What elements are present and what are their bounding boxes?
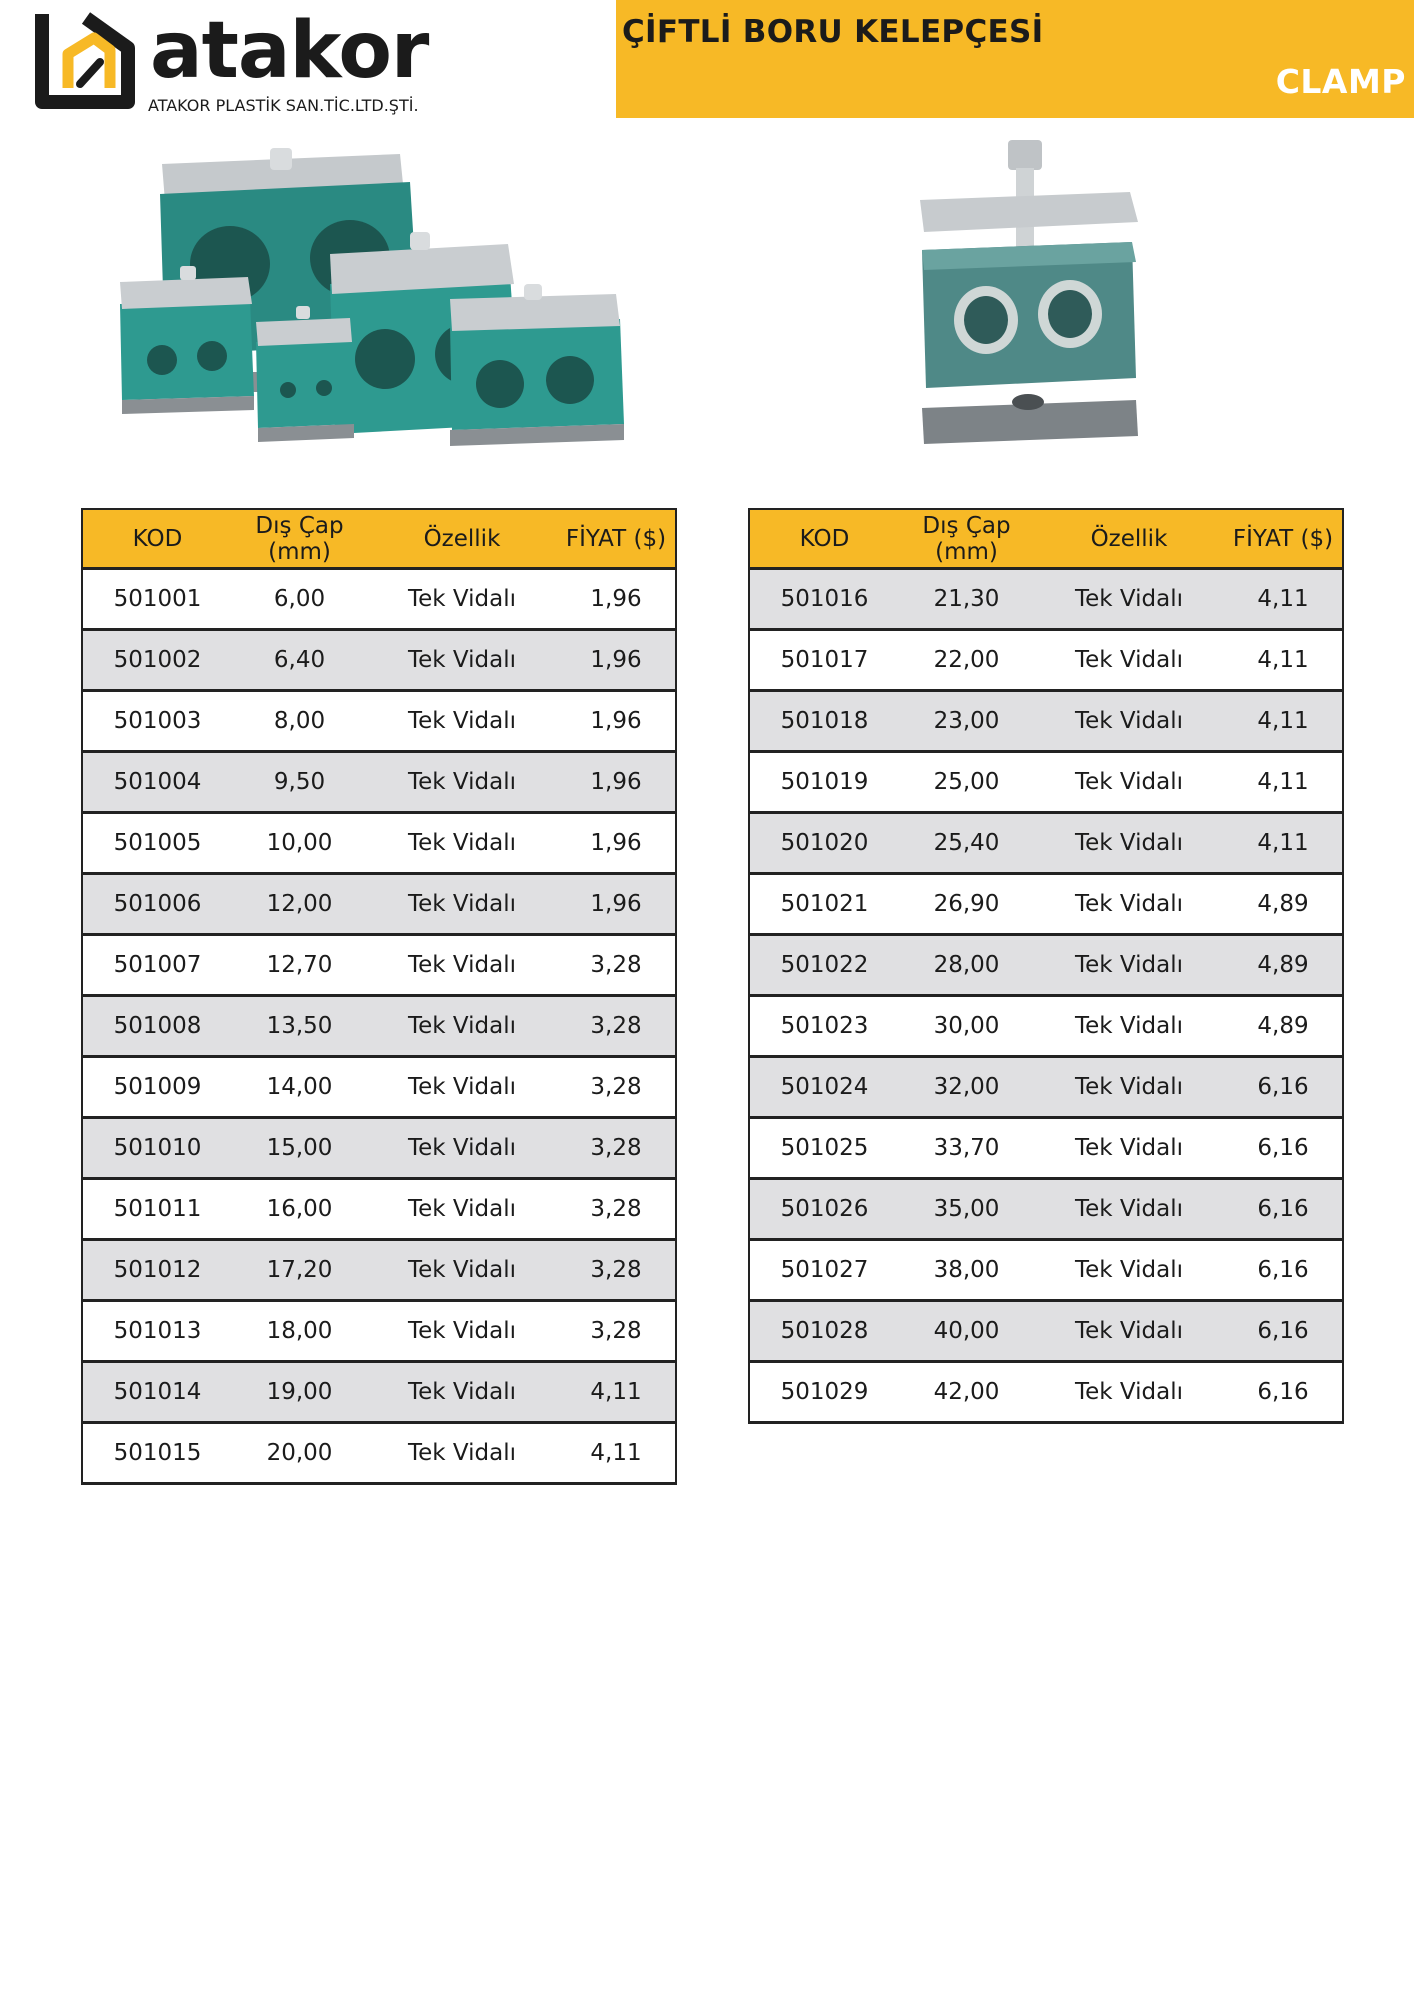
cell-dis-cap: 8,00 <box>232 691 367 752</box>
cell-kod: 501025 <box>749 1118 899 1179</box>
cell-dis-cap: 13,50 <box>232 996 367 1057</box>
cell-fiyat: 3,28 <box>557 996 676 1057</box>
cell-dis-cap: 12,70 <box>232 935 367 996</box>
cell-dis-cap: 38,00 <box>899 1240 1034 1301</box>
cell-dis-cap: 17,20 <box>232 1240 367 1301</box>
cell-ozellik: Tek Vidalı <box>1034 1118 1224 1179</box>
cell-kod: 501020 <box>749 813 899 874</box>
cell-dis-cap: 35,00 <box>899 1179 1034 1240</box>
cell-fiyat: 1,96 <box>557 813 676 874</box>
col-kod: KOD <box>749 509 899 569</box>
price-table-right <box>748 508 1344 1424</box>
table-row <box>82 813 676 874</box>
table-row <box>82 1362 676 1423</box>
cell-kod: 501023 <box>749 996 899 1057</box>
cell-ozellik: Tek Vidalı <box>1034 752 1224 813</box>
table-row <box>82 1179 676 1240</box>
cell-dis-cap: 40,00 <box>899 1301 1034 1362</box>
clamp-exploded-photo <box>900 140 1160 450</box>
cell-ozellik: Tek Vidalı <box>367 1179 557 1240</box>
cell-ozellik: Tek Vidalı <box>367 1240 557 1301</box>
cell-fiyat: 3,28 <box>557 1179 676 1240</box>
cell-fiyat: 4,11 <box>1224 569 1343 630</box>
cell-ozellik: Tek Vidalı <box>367 996 557 1057</box>
cell-ozellik: Tek Vidalı <box>1034 996 1224 1057</box>
cell-kod: 501007 <box>82 935 232 996</box>
cell-ozellik: Tek Vidalı <box>367 752 557 813</box>
table-row <box>749 874 1343 935</box>
company-logo <box>28 4 468 122</box>
cell-kod: 501011 <box>82 1179 232 1240</box>
cell-ozellik: Tek Vidalı <box>1034 1301 1224 1362</box>
cell-kod: 501021 <box>749 874 899 935</box>
col-ozellik: Özellik <box>1034 509 1224 569</box>
cell-kod: 501016 <box>749 569 899 630</box>
cell-dis-cap: 12,00 <box>232 874 367 935</box>
cell-dis-cap: 22,00 <box>899 630 1034 691</box>
cell-kod: 501006 <box>82 874 232 935</box>
price-table-left <box>81 508 677 1485</box>
cell-fiyat: 1,96 <box>557 752 676 813</box>
table-row <box>82 996 676 1057</box>
cell-dis-cap: 6,00 <box>232 569 367 630</box>
cell-kod: 501024 <box>749 1057 899 1118</box>
page-subtitle: CLAMP <box>1275 62 1406 101</box>
col-dis-cap: Dış Çap (mm) <box>232 509 367 569</box>
cell-dis-cap: 23,00 <box>899 691 1034 752</box>
cell-fiyat: 4,11 <box>1224 813 1343 874</box>
table-row <box>82 1118 676 1179</box>
cell-dis-cap: 25,40 <box>899 813 1034 874</box>
cell-dis-cap: 16,00 <box>232 1179 367 1240</box>
cell-ozellik: Tek Vidalı <box>367 630 557 691</box>
cell-dis-cap: 21,30 <box>899 569 1034 630</box>
cell-fiyat: 6,16 <box>1224 1118 1343 1179</box>
cell-ozellik: Tek Vidalı <box>367 1301 557 1362</box>
cell-fiyat: 1,96 <box>557 630 676 691</box>
table-row <box>82 1057 676 1118</box>
cell-kod: 501022 <box>749 935 899 996</box>
table-row <box>82 691 676 752</box>
table-row <box>82 1423 676 1484</box>
cell-fiyat: 1,96 <box>557 874 676 935</box>
cell-ozellik: Tek Vidalı <box>367 569 557 630</box>
cell-fiyat: 3,28 <box>557 1057 676 1118</box>
col-fiyat: FİYAT ($) <box>557 509 676 569</box>
cell-dis-cap: 33,70 <box>899 1118 1034 1179</box>
cell-fiyat: 4,11 <box>1224 691 1343 752</box>
cell-ozellik: Tek Vidalı <box>367 1057 557 1118</box>
col-fiyat: FİYAT ($) <box>1224 509 1343 569</box>
cell-dis-cap: 19,00 <box>232 1362 367 1423</box>
table-row <box>749 1057 1343 1118</box>
cell-ozellik: Tek Vidalı <box>1034 813 1224 874</box>
cell-dis-cap: 42,00 <box>899 1362 1034 1423</box>
table-row <box>749 1362 1343 1423</box>
table-row <box>749 752 1343 813</box>
brand-wordmark: atakor <box>150 6 429 96</box>
cell-fiyat: 6,16 <box>1224 1362 1343 1423</box>
table-row <box>82 752 676 813</box>
cell-ozellik: Tek Vidalı <box>1034 1362 1224 1423</box>
table-row <box>749 1240 1343 1301</box>
cell-dis-cap: 6,40 <box>232 630 367 691</box>
cell-ozellik: Tek Vidalı <box>1034 1179 1224 1240</box>
title-banner <box>616 0 1414 118</box>
cell-kod: 501008 <box>82 996 232 1057</box>
cell-fiyat: 3,28 <box>557 1301 676 1362</box>
table-row <box>749 1301 1343 1362</box>
cell-fiyat: 4,11 <box>1224 752 1343 813</box>
cell-fiyat: 4,11 <box>1224 630 1343 691</box>
company-name: ATAKOR PLASTİK SAN.TİC.LTD.ŞTİ. <box>148 96 419 115</box>
cell-kod: 501015 <box>82 1423 232 1484</box>
cell-ozellik: Tek Vidalı <box>367 1423 557 1484</box>
cell-dis-cap: 26,90 <box>899 874 1034 935</box>
cell-kod: 501017 <box>749 630 899 691</box>
cell-ozellik: Tek Vidalı <box>1034 691 1224 752</box>
cell-kod: 501028 <box>749 1301 899 1362</box>
cell-fiyat: 6,16 <box>1224 1240 1343 1301</box>
table-row <box>749 1118 1343 1179</box>
table-row <box>749 630 1343 691</box>
cell-kod: 501013 <box>82 1301 232 1362</box>
cell-kod: 501019 <box>749 752 899 813</box>
cell-fiyat: 6,16 <box>1224 1057 1343 1118</box>
table-row <box>749 935 1343 996</box>
cell-dis-cap: 28,00 <box>899 935 1034 996</box>
cell-fiyat: 4,11 <box>557 1423 676 1484</box>
cell-ozellik: Tek Vidalı <box>1034 874 1224 935</box>
cell-fiyat: 6,16 <box>1224 1179 1343 1240</box>
cell-fiyat: 4,11 <box>557 1362 676 1423</box>
col-dis-cap: Dış Çap (mm) <box>899 509 1034 569</box>
cell-kod: 501026 <box>749 1179 899 1240</box>
cell-fiyat: 4,89 <box>1224 996 1343 1057</box>
cell-dis-cap: 9,50 <box>232 752 367 813</box>
table-row <box>82 1240 676 1301</box>
cell-fiyat: 1,96 <box>557 569 676 630</box>
cell-kod: 501012 <box>82 1240 232 1301</box>
table-row <box>82 630 676 691</box>
cell-dis-cap: 30,00 <box>899 996 1034 1057</box>
cell-kod: 501018 <box>749 691 899 752</box>
cell-ozellik: Tek Vidalı <box>367 874 557 935</box>
cell-kod: 501009 <box>82 1057 232 1118</box>
table-row <box>82 935 676 996</box>
cell-ozellik: Tek Vidalı <box>1034 1240 1224 1301</box>
cell-kod: 501001 <box>82 569 232 630</box>
page-title: ÇİFTLİ BORU KELEPÇESİ <box>622 14 1044 50</box>
cell-kod: 501005 <box>82 813 232 874</box>
cell-kod: 501010 <box>82 1118 232 1179</box>
col-kod: KOD <box>82 509 232 569</box>
cell-ozellik: Tek Vidalı <box>1034 630 1224 691</box>
cell-fiyat: 3,28 <box>557 935 676 996</box>
cell-dis-cap: 18,00 <box>232 1301 367 1362</box>
logo-mark-icon <box>28 4 143 119</box>
table-row <box>82 569 676 630</box>
cell-dis-cap: 14,00 <box>232 1057 367 1118</box>
cell-kod: 501029 <box>749 1362 899 1423</box>
cell-fiyat: 6,16 <box>1224 1301 1343 1362</box>
cell-kod: 501014 <box>82 1362 232 1423</box>
table-header-row <box>82 509 676 569</box>
cell-ozellik: Tek Vidalı <box>367 691 557 752</box>
cell-kod: 501003 <box>82 691 232 752</box>
cell-fiyat: 3,28 <box>557 1118 676 1179</box>
cell-kod: 501004 <box>82 752 232 813</box>
cell-dis-cap: 15,00 <box>232 1118 367 1179</box>
clamp-group-photo <box>120 134 640 454</box>
cell-ozellik: Tek Vidalı <box>1034 935 1224 996</box>
cell-ozellik: Tek Vidalı <box>367 813 557 874</box>
col-ozellik: Özellik <box>367 509 557 569</box>
cell-fiyat: 3,28 <box>557 1240 676 1301</box>
cell-ozellik: Tek Vidalı <box>367 1362 557 1423</box>
table-row <box>749 996 1343 1057</box>
cell-ozellik: Tek Vidalı <box>367 1118 557 1179</box>
cell-ozellik: Tek Vidalı <box>1034 569 1224 630</box>
table-header-row <box>749 509 1343 569</box>
cell-dis-cap: 25,00 <box>899 752 1034 813</box>
cell-kod: 501027 <box>749 1240 899 1301</box>
cell-dis-cap: 20,00 <box>232 1423 367 1484</box>
table-row <box>82 874 676 935</box>
cell-dis-cap: 32,00 <box>899 1057 1034 1118</box>
table-row <box>749 569 1343 630</box>
table-row <box>749 691 1343 752</box>
table-row <box>749 1179 1343 1240</box>
cell-dis-cap: 10,00 <box>232 813 367 874</box>
cell-fiyat: 1,96 <box>557 691 676 752</box>
cell-ozellik: Tek Vidalı <box>367 935 557 996</box>
table-row <box>82 1301 676 1362</box>
cell-kod: 501002 <box>82 630 232 691</box>
table-row <box>749 813 1343 874</box>
cell-ozellik: Tek Vidalı <box>1034 1057 1224 1118</box>
cell-fiyat: 4,89 <box>1224 874 1343 935</box>
cell-fiyat: 4,89 <box>1224 935 1343 996</box>
